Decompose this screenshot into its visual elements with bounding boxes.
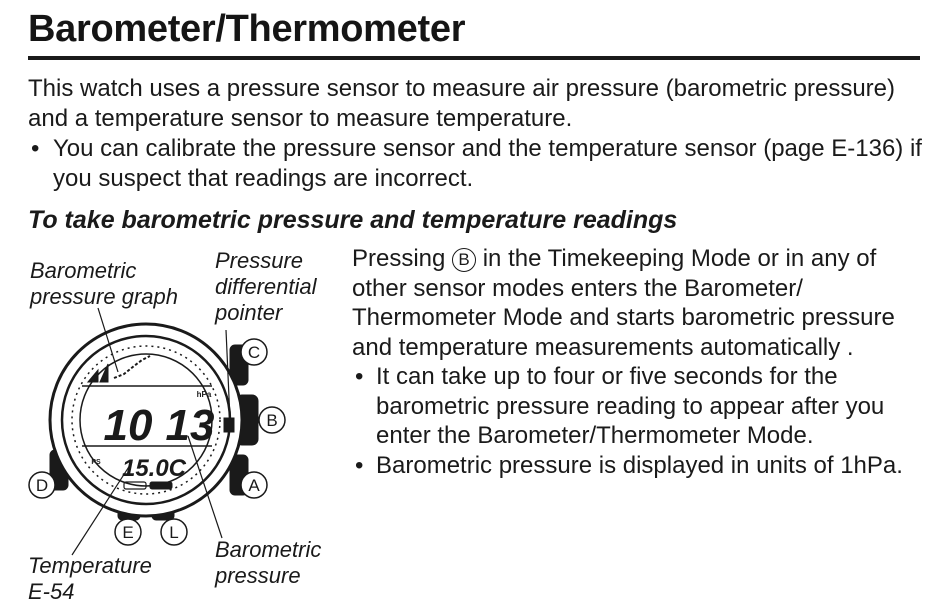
display-pressure-right: 13: [165, 401, 215, 450]
label-barometric-pressure-graph: Barometric pressure graph: [30, 258, 178, 309]
button-c-letter: C: [247, 343, 261, 362]
instruction-bullet-2-text: Barometric pressure is displayed in units of 1hPa.: [376, 451, 903, 479]
label-barometric-pressure: Barometric pressure: [215, 537, 322, 588]
instruction-bullet-1: [352, 362, 932, 451]
button-a-letter: A: [248, 476, 260, 495]
display-pressure-left: 10: [103, 401, 153, 450]
instruction-body: in the Timekeeping Mode or in any of other sensor modes enters the Barometer/ Thermometer Mode and starts barometric pressure and temperature measurements automatically .: [352, 245, 895, 361]
pressure-differential-pointer-mark: [224, 418, 234, 432]
display-unit: hPa: [196, 390, 212, 399]
bullet-dot: •: [355, 363, 364, 390]
button-d-letter: D: [35, 476, 49, 495]
label-temperature: Temperature E-54: [28, 553, 152, 604]
label-pressure-differential-pointer: Pressure differential pointer: [215, 248, 317, 325]
instruction-bullet-1-text: It can take up to four or five seconds for the barometric pressure reading to appear after you enter the Barometer/Thermometer Mode.: [376, 363, 885, 449]
display-ps: PS: [91, 459, 101, 466]
instruction-text: [352, 244, 932, 480]
page-title: Barometer/Thermometer: [28, 8, 466, 50]
button-e-letter: E: [122, 523, 134, 542]
indicator-bar-2: [150, 482, 172, 489]
button-b-letter: B: [266, 411, 278, 430]
section-subheading: To take barometric pressure and temperature readings: [28, 206, 678, 234]
button-l-letter: L: [169, 523, 179, 542]
bullet-dot: •: [355, 451, 364, 479]
instruction-paragraph: [352, 244, 932, 362]
display-temperature: 15.0C: [121, 455, 187, 482]
intro-bullet-text: You can calibrate the pressure sensor and the temperature sensor (page E-136) if you suspect that readings are incorrect.: [53, 135, 922, 192]
instruction-prefix: Pressing: [352, 245, 446, 272]
intro-paragraph: This watch uses a pressure sensor to measure air pressure (barometric pressure) and a temperature sensor to measure temperature.: [28, 75, 895, 132]
bullet-dot: •: [31, 135, 40, 162]
button-b-inline-icon: B: [452, 248, 476, 272]
instruction-bullet-2: [352, 451, 932, 481]
